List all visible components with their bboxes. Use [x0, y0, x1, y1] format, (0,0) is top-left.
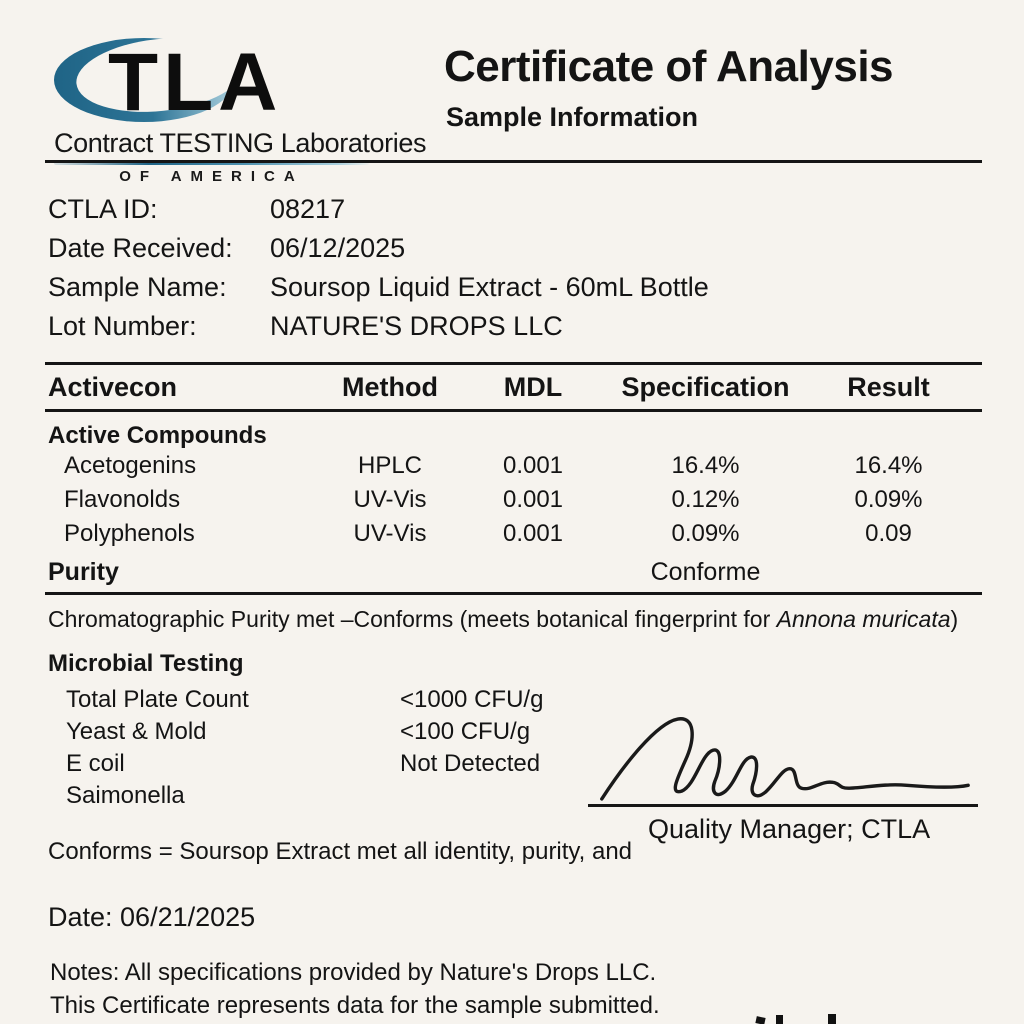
microbial-row [48, 686, 568, 718]
result-cell: 0.09% [854, 486, 923, 513]
parameter-cell: Polyphenols [64, 520, 195, 547]
method-cell: HPLC [357, 452, 423, 479]
result-cell: 16.4% [854, 452, 923, 479]
test-name: Saimonella [66, 782, 185, 809]
note-line: Notes: All specifications provided by Nature's Drops LLC. [50, 959, 657, 986]
ctla-logo [46, 28, 427, 185]
test-name: Total Plate Count [66, 686, 249, 713]
logo-acronym: TLA [108, 37, 283, 128]
microbial-row [48, 718, 568, 750]
test-value: <100 CFU/g [400, 718, 531, 745]
microbial-row [48, 782, 568, 814]
page-subtitle: Sample Information [446, 102, 699, 132]
mdl-cell: 0.001 [502, 520, 564, 547]
note-line: This Certificate represents data for the sample submitted. [50, 992, 660, 1019]
parameter-cell: Flavonolds [64, 486, 181, 513]
sample-info-row [48, 272, 948, 311]
field-label: CTLA ID: [48, 194, 158, 224]
sample-info-section [48, 194, 948, 350]
purity-note-text: Chromatographic Purity met –Conforms (meets botanical fingerprint for [48, 606, 777, 632]
test-name: Yeast & Mold [66, 718, 207, 745]
header-divider [45, 160, 982, 163]
species-name: Annona muricata [776, 606, 951, 632]
cutoff-text-fragment [755, 1016, 765, 1024]
sample-info-row [48, 233, 948, 272]
field-value: Soursop Liquid Extract - 60mL Bottle [270, 272, 709, 302]
table-row [48, 486, 982, 520]
column-header: MDL [503, 372, 563, 402]
parameter-cell: Acetogenins [64, 452, 197, 479]
table-row [48, 452, 982, 486]
field-label: Date Received: [48, 233, 233, 263]
table-section-label: Active Compounds [48, 422, 267, 449]
field-label: Sample Name: [48, 272, 227, 302]
method-cell: UV-Vis [353, 486, 427, 513]
result-cell: 0.09 [865, 520, 912, 547]
date-line: Date: 06/21/2025 [48, 902, 256, 932]
microbial-testing-section [48, 650, 568, 814]
specification-cell: 0.12% [671, 486, 740, 513]
specification-cell: 16.4% [671, 452, 740, 479]
purity-label: Purity [48, 558, 119, 586]
table-body [48, 452, 982, 554]
column-header: Method [342, 372, 438, 402]
mdl-cell: 0.001 [502, 486, 564, 513]
logo-of-america: OF AMERICA [119, 168, 304, 185]
field-value: 08217 [270, 194, 346, 224]
purity-note-suffix: ) [950, 606, 959, 632]
table-bottom-border [45, 592, 982, 595]
method-cell: UV-Vis [353, 520, 427, 547]
microbial-row [48, 750, 568, 782]
field-label: Lot Number: [48, 311, 197, 341]
mdl-cell: 0.001 [502, 452, 564, 479]
field-value: NATURE'S DROPS LLC [270, 311, 563, 341]
signature-icon [594, 708, 974, 808]
microbial-title: Microbial Testing [48, 650, 244, 677]
field-value: 06/12/2025 [270, 233, 406, 263]
table-row [48, 520, 982, 554]
purity-row [48, 558, 982, 587]
test-value: Not Detected [400, 750, 541, 777]
specification-cell: 0.09% [671, 520, 740, 547]
signature-caption: Quality Manager; CTLA [648, 814, 931, 844]
logo-company-name: Contract TESTING Laboratories [54, 128, 427, 158]
purity-specification: Conforme [650, 558, 761, 586]
test-name: E coil [66, 750, 125, 777]
signature-line [588, 804, 978, 807]
test-value: <1000 CFU/g [400, 686, 544, 713]
sample-info-row [48, 311, 948, 350]
cutoff-text-fragment [776, 1015, 783, 1024]
column-header: Activecon [48, 372, 178, 402]
conforms-note: Conforms = Soursop Extract met all identity, purity, and [48, 838, 633, 865]
page-title: Certificate of Analysis [444, 42, 894, 91]
column-header: Specification [621, 372, 790, 402]
column-header: Result [847, 372, 930, 402]
chromatographic-purity-note [48, 606, 988, 633]
test-value [400, 782, 568, 814]
table-top-border [45, 362, 982, 365]
table-header-border [45, 409, 982, 412]
table-header-row [48, 372, 982, 403]
cutoff-text-fragment [828, 1014, 836, 1024]
notes-section [50, 956, 660, 1022]
sample-info-row [48, 194, 948, 233]
